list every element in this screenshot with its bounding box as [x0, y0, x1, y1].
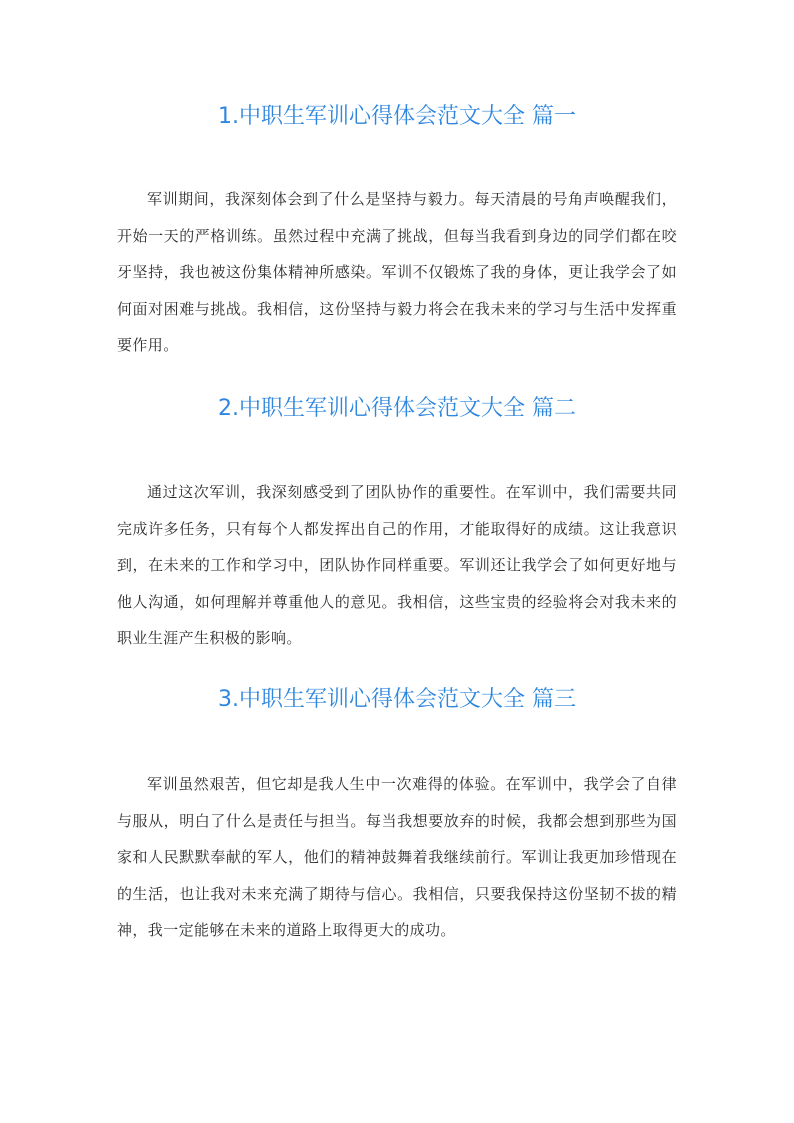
section-title-3: 3.中职生军训心得体会范文大全 篇三 [218, 687, 576, 712]
section-body-3: 军训虽然艰苦，但它却是我人生中一次难得的体验。在军训中，我学会了自律与服从，明白了什么是责任与担当。每当我想要放弃的时候，我都会想到那些为国家和人民默默奉献的军人，他们的精神鼓舞着我继续前行。军训让我更加珍惜现在的生活，也让我对未来充满了期待与信心。我相信，只要我保持这份坚韧不拔的精神，我一定能够在未来的道路上取得更大的成功。 [117, 775, 677, 939]
section-body-1: 军训期间，我深刻体会到了什么是坚持与毅力。每天清晨的号角声唤醒我们，开始一天的严格训练。虽然过程中充满了挑战，但每当我看到身边的同学们都在咬牙坚持，我也被这份集体精神所感染。军训不仅锻炼了我的身体，更让我学会了如何面对困难与挑战。我相信，这份坚持与毅力将会在我未来的学习与生活中发挥重要作用。 [117, 190, 677, 354]
section-title-1: 1.中职生军训心得体会范文大全 篇一 [218, 104, 576, 129]
section-title-2: 2.中职生军训心得体会范文大全 篇二 [218, 396, 576, 421]
section-body-2: 通过这次军训，我深刻感受到了团队协作的重要性。在军训中，我们需要共同完成许多任务，只有每个人都发挥出自己的作用，才能取得好的成绩。这让我意识到，在未来的工作和学习中，团队协作同样重要。军训还让我学会了如何更好地与他人沟通，如何理解并尊重他人的意见。我相信，这些宝贵的经验将会对我未来的职业生涯产生积极的影响。 [117, 483, 677, 647]
